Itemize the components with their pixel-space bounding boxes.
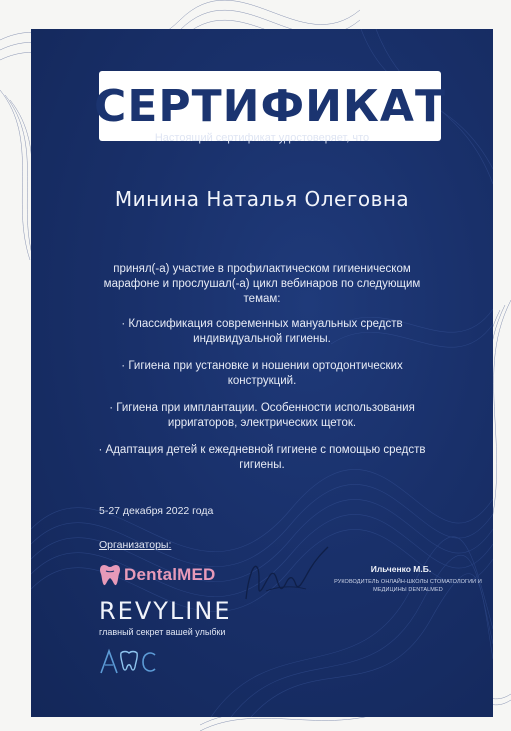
- certificate-panel: [31, 29, 493, 717]
- event-date: 5-27 декабря 2022 года: [99, 505, 214, 517]
- certificate-title: СЕРТИФИКАТ: [94, 80, 446, 132]
- organizers-label: Организаторы:: [99, 539, 172, 551]
- tooth-icon: [99, 563, 121, 587]
- topic-item: · Адаптация детей к ежедневной гигиене с помощью средств гигиены.: [98, 444, 426, 471]
- bullet: ·: [98, 444, 103, 456]
- intro-text: принял(-а) участие в профилактическом гигиеническом марафоне и прослушал(-а) цикл вебинаров по следующим темам:: [103, 263, 421, 305]
- title-banner: [94, 71, 446, 141]
- signer-name: Ильченко М.Б.: [370, 564, 432, 574]
- topic-item: · Гигиена при установке и ношении ортодонтических конструкций.: [121, 360, 403, 387]
- topics-list: [86, 317, 438, 485]
- certificate-subtitle: Настоящий сертификат удостоверяет, что: [154, 132, 370, 144]
- signer-title: РУКОВОДИТЕЛЬ ОНЛАЙН-ШКОЛЫ СТОМАТОЛОГИИ И МЕДИЦИНЫ DENTALMED: [334, 579, 482, 593]
- bullet: ·: [121, 318, 126, 330]
- signature-image: [236, 539, 336, 611]
- revyline-wordmark: REVYLINE: [99, 597, 232, 625]
- dentalmed-wordmark: DentalMED: [124, 565, 216, 584]
- revyline-tagline: главный секрет вашей улыбки: [99, 627, 226, 637]
- amc-logo: [97, 647, 161, 675]
- recipient-name: Минина Наталья Олеговна: [114, 187, 410, 211]
- bullet: ·: [121, 360, 126, 372]
- dentalmed-logo: [99, 563, 216, 587]
- bullet: ·: [109, 402, 114, 414]
- topic-item: · Классификация современных мануальных средств индивидуальной гигиены.: [121, 318, 403, 345]
- topic-item: · Гигиена при имплантации. Особенности использования ирригаторов, электрических щеток.: [109, 402, 415, 429]
